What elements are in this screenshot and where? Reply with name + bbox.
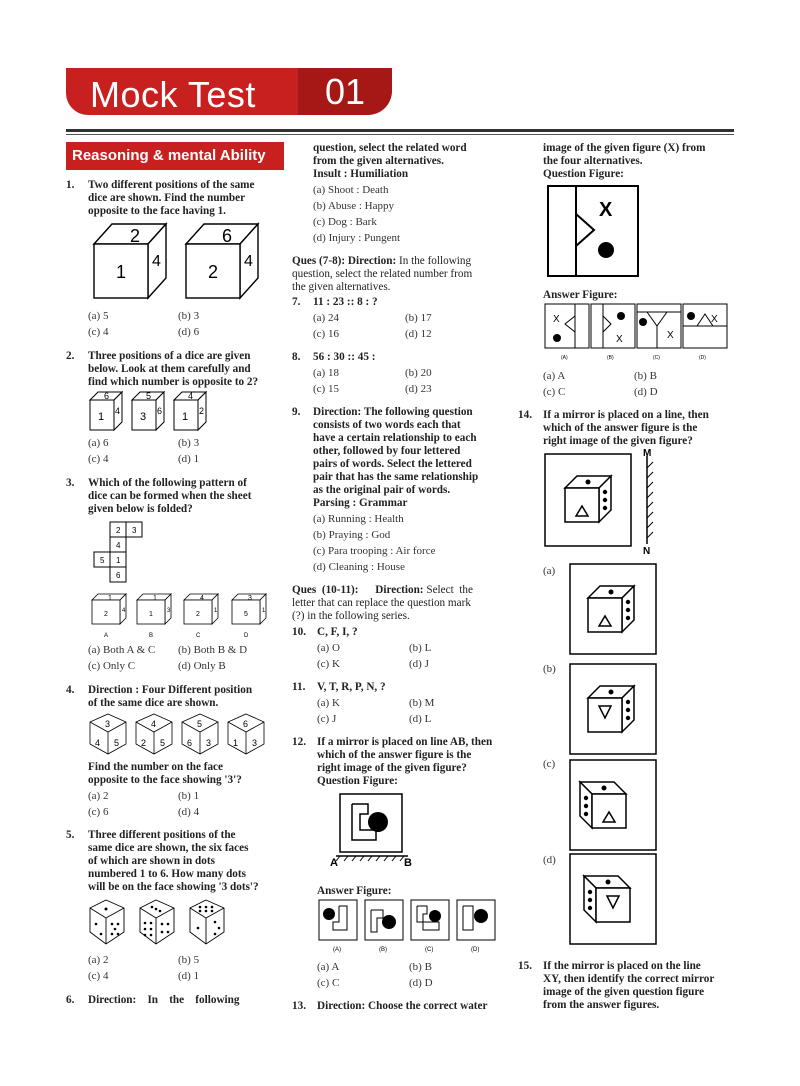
small-cube xyxy=(90,391,122,430)
q12-option[interactable]: (a) A xyxy=(317,961,340,973)
option-cube xyxy=(184,594,218,639)
q9-line: Direction: The following question xyxy=(313,406,473,418)
header-rule-thin xyxy=(66,134,734,135)
q4-option[interactable]: (c) 6 xyxy=(88,806,109,818)
small-cube xyxy=(132,391,164,430)
q6-line: question, select the related word xyxy=(313,142,467,154)
cube-left: 2 xyxy=(141,738,147,748)
q14-line: If a mirror is placed on a line, then xyxy=(543,409,709,421)
cube-front: 1 xyxy=(149,611,153,618)
q2-option[interactable]: (d) 1 xyxy=(178,453,200,465)
cube-left: 4 xyxy=(95,738,101,748)
q4-line: of the same dice are shown. xyxy=(88,697,219,709)
answer-option xyxy=(637,304,681,361)
answer-label: (A) xyxy=(561,355,568,361)
q13-answer-figures[interactable] xyxy=(543,302,733,362)
q3-option[interactable]: (b) Both B & D xyxy=(178,644,248,656)
direction-text: Select the xyxy=(423,584,473,596)
figure-x: X xyxy=(616,334,623,345)
cube-right: 3 xyxy=(252,738,258,748)
q4-line: opposite to the face showing '3'? xyxy=(88,774,242,786)
q9-line: have a certain relationship to each xyxy=(313,432,477,444)
q1-line: opposite to the face having 1. xyxy=(88,205,226,217)
q3-line: given below is folded? xyxy=(88,503,193,515)
q9-option[interactable]: (b) Praying : God xyxy=(313,529,391,541)
net-face: 1 xyxy=(116,556,121,565)
q7-number: 7. xyxy=(292,296,301,308)
cube-top: 4 xyxy=(151,719,157,729)
q12-number: 12. xyxy=(292,736,306,748)
cube-front: 1 xyxy=(98,411,105,423)
cube-side: 1 xyxy=(262,608,266,614)
q11-option[interactable]: (a) K xyxy=(317,697,340,709)
q7-option[interactable]: (a) 24 xyxy=(313,312,339,324)
q1-line: Two different positions of the same xyxy=(88,179,255,191)
q4-option[interactable]: (b) 1 xyxy=(178,790,200,802)
q10-11-direction-line: (?) in the following series. xyxy=(292,610,410,622)
q1-option[interactable]: (a) 5 xyxy=(88,310,109,322)
net-face: 3 xyxy=(132,526,137,535)
q2-dice-figure xyxy=(88,390,218,432)
q10-option[interactable]: (a) O xyxy=(317,642,340,654)
q3-option[interactable]: (c) Only C xyxy=(88,660,136,672)
q13-question-figure xyxy=(546,184,642,280)
banner-title: Mock Test xyxy=(90,74,256,115)
answer-label: (D) xyxy=(471,947,480,953)
q6-option[interactable]: (c) Dog : Bark xyxy=(313,216,377,228)
q6-word: Insult : Humiliation xyxy=(313,168,409,180)
net-face: 4 xyxy=(116,541,121,550)
q4-option[interactable]: (d) 4 xyxy=(178,806,200,818)
q15-line: If the mirror is placed on the line xyxy=(543,960,701,972)
q7-option[interactable]: (b) 17 xyxy=(405,312,432,324)
q2-option[interactable]: (a) 6 xyxy=(88,437,109,449)
option-cube xyxy=(92,594,126,639)
q2-option[interactable]: (c) 4 xyxy=(88,453,109,465)
q9-word: Parsing : Grammar xyxy=(313,497,408,509)
net-face: 6 xyxy=(116,571,121,580)
q5-line: of which are shown in dots xyxy=(88,855,215,867)
mirror-label-a: A xyxy=(330,857,338,869)
cube-side: 4 xyxy=(115,406,121,416)
q7-8-direction xyxy=(292,255,471,268)
q9-line: as the original pair of words. xyxy=(313,484,451,496)
q14-answer-a[interactable] xyxy=(568,562,660,656)
cube-left: 1 xyxy=(233,738,239,748)
direction-text: In the following xyxy=(396,255,472,267)
q1-option[interactable]: (b) 3 xyxy=(178,310,200,322)
q4-hex-dice-figure xyxy=(88,712,273,756)
q15-line: XY, then identify the correct mirror xyxy=(543,973,715,985)
cube-front: 2 xyxy=(104,611,108,618)
small-cube xyxy=(174,391,206,430)
q2-option[interactable]: (b) 3 xyxy=(178,437,200,449)
hex-cube xyxy=(90,714,126,754)
q13-answer-heading: Answer Figure: xyxy=(543,289,618,301)
q10-option[interactable]: (b) L xyxy=(409,642,432,654)
q14-option-label[interactable]: (d) xyxy=(543,854,556,866)
q6-number: 6. xyxy=(66,994,75,1006)
q14-number: 14. xyxy=(518,409,532,421)
q4-option[interactable]: (a) 2 xyxy=(88,790,109,802)
q11-option[interactable]: (b) M xyxy=(409,697,435,709)
q7-option[interactable]: (d) 12 xyxy=(405,328,432,340)
cube-front: 2 xyxy=(196,611,200,618)
q13-question-heading: Question Figure: xyxy=(543,168,624,180)
direction-label: Ques (7-8): Direction: xyxy=(292,255,397,267)
q13-option[interactable]: (b) B xyxy=(634,370,657,382)
q3-line: Which of the following pattern of xyxy=(88,477,247,489)
q3-net-figure xyxy=(90,520,160,584)
q12-answer-figures[interactable] xyxy=(317,898,499,956)
q8-option[interactable]: (d) 23 xyxy=(405,383,432,395)
answer-option xyxy=(545,304,589,361)
q9-line: consists of two words each that xyxy=(313,419,461,431)
q13-number: 13. xyxy=(292,1000,306,1012)
cube-top: 6 xyxy=(243,719,249,729)
q6-option[interactable]: (a) Shoot : Death xyxy=(313,184,389,196)
hex-cube xyxy=(228,714,264,754)
cube xyxy=(186,224,258,298)
q9-line: pair that has the same relationship xyxy=(313,471,479,483)
cube-side: 4 xyxy=(244,253,253,270)
answer-option xyxy=(591,304,635,361)
q10-text: C, F, I, ? xyxy=(317,626,358,638)
cube-top: 6 xyxy=(222,226,233,246)
cube-front: 1 xyxy=(182,411,189,423)
q12-line: Question Figure: xyxy=(317,775,398,787)
q5-option[interactable]: (d) 1 xyxy=(178,970,200,982)
q2-number: 2. xyxy=(66,350,75,362)
mirror-label-m: M xyxy=(643,448,652,459)
cube-front: 5 xyxy=(244,611,248,618)
answer-option xyxy=(457,900,495,953)
q9-option[interactable]: (c) Para trooping : Air force xyxy=(313,545,436,557)
q14-option-label[interactable]: (c) xyxy=(543,758,556,770)
dot-cube xyxy=(90,900,124,944)
q8-number: 8. xyxy=(292,351,301,363)
cube-front: 2 xyxy=(208,262,219,282)
cube-side: 1 xyxy=(214,608,218,614)
q5-line: same dice are shown, the six faces xyxy=(88,842,249,854)
q4-line: Find the number on the face xyxy=(88,761,223,773)
q5-line: numbered 1 to 6. How many dots xyxy=(88,868,246,880)
cube-top: 6 xyxy=(104,391,110,401)
q13-option[interactable]: (c) C xyxy=(543,386,566,398)
q15-line: image of the given question figure xyxy=(543,986,705,998)
figure-x: X xyxy=(667,330,674,341)
dot-cube xyxy=(140,900,174,944)
q13-option[interactable]: (d) D xyxy=(634,386,658,398)
q11-option[interactable]: (c) J xyxy=(317,713,337,725)
q3-line: dice can be formed when the sheet xyxy=(88,490,252,502)
q11-text: V, T, R, P, N, ? xyxy=(317,681,386,693)
cube-right: 5 xyxy=(160,738,166,748)
q13-line: image of the given figure (X) from xyxy=(543,142,706,154)
q12-option[interactable]: (c) C xyxy=(317,977,340,989)
q14-answer-b[interactable] xyxy=(568,662,660,756)
cube xyxy=(94,224,166,298)
q12-line: right image of the given figure? xyxy=(317,762,467,774)
q1-dice-figure xyxy=(90,222,270,302)
cube-side: 4 xyxy=(122,608,126,614)
q10-option[interactable]: (c) K xyxy=(317,658,340,670)
q8-option[interactable]: (a) 18 xyxy=(313,367,339,379)
q9-number: 9. xyxy=(292,406,301,418)
cube-top: 5 xyxy=(146,391,152,401)
q11-number: 11. xyxy=(292,681,306,693)
cube-top: 4 xyxy=(188,391,194,401)
q5-option[interactable]: (c) 4 xyxy=(88,970,109,982)
q14-question-figure xyxy=(543,448,663,558)
q14-line: which of the answer figure is the xyxy=(543,422,698,434)
q12-line: which of the answer figure is the xyxy=(317,749,472,761)
q13-line: the four alternatives. xyxy=(543,155,643,167)
q14-option-label[interactable]: (b) xyxy=(543,663,556,675)
cube-label: A xyxy=(104,633,109,639)
q12-option[interactable]: (d) D xyxy=(409,977,433,989)
q3-cubes-figure xyxy=(90,592,275,640)
q1-option[interactable]: (d) 6 xyxy=(178,326,200,338)
dice-icon xyxy=(565,476,611,522)
cube-right: 5 xyxy=(114,738,120,748)
option-cube xyxy=(232,594,266,639)
q7-text: 11 : 23 :: 8 : ? xyxy=(313,296,378,308)
answer-option xyxy=(365,900,403,953)
q5-dots-dice-figure xyxy=(88,898,238,948)
answer-label: (C) xyxy=(425,947,434,953)
q10-11-direction xyxy=(292,584,473,597)
cube-side: 6 xyxy=(157,406,163,416)
cube-label: B xyxy=(149,633,154,639)
q6-line: Direction: In the following xyxy=(88,994,240,1006)
q15-number: 15. xyxy=(518,960,532,972)
cube-side: 2 xyxy=(199,406,205,416)
q8-option[interactable]: (c) 15 xyxy=(313,383,339,395)
q5-number: 5. xyxy=(66,829,75,841)
q12-line: If a mirror is placed on line AB, then xyxy=(317,736,493,748)
q14-answer-c[interactable] xyxy=(568,758,660,852)
answer-option xyxy=(683,304,727,361)
q6-option[interactable]: (d) Injury : Pungent xyxy=(313,232,401,244)
q14-option-label[interactable]: (a) xyxy=(543,565,556,577)
q2-line: find which number is opposite to 2? xyxy=(88,376,259,388)
option-cube xyxy=(137,594,171,639)
figure-x: X xyxy=(711,314,718,325)
answer-option xyxy=(411,900,449,953)
cube-top: 2 xyxy=(130,226,141,246)
q12-question-figure xyxy=(328,790,418,870)
q10-option[interactable]: (d) J xyxy=(409,658,429,670)
q1-number: 1. xyxy=(66,179,75,191)
q3-option[interactable]: (d) Only B xyxy=(178,660,226,672)
q12-option[interactable]: (b) B xyxy=(409,961,432,973)
q9-option[interactable]: (a) Running : Health xyxy=(313,513,404,525)
q6-line: from the given alternatives. xyxy=(313,155,444,167)
cube-top: 3 xyxy=(105,719,111,729)
q2-line: below. Look at them carefully and xyxy=(88,363,251,375)
q2-line: Three positions of a dice are given xyxy=(88,350,251,362)
q8-text: 56 : 30 :: 45 : xyxy=(313,351,376,363)
q5-option[interactable]: (a) 2 xyxy=(88,954,109,966)
figure-x: X xyxy=(599,199,613,221)
cube-label: C xyxy=(196,633,201,639)
cube-top: 1 xyxy=(153,595,157,602)
answer-label: (D) xyxy=(699,355,706,361)
q7-8-direction-line: question, select the related number from xyxy=(292,268,473,280)
q12-answer-heading: Answer Figure: xyxy=(317,885,392,897)
answer-label: (B) xyxy=(607,355,614,361)
cube-right: 3 xyxy=(206,738,212,748)
q10-number: 10. xyxy=(292,626,306,638)
answer-option xyxy=(319,900,357,953)
q14-answer-d[interactable] xyxy=(568,852,660,946)
q13-line: Direction: Choose the correct water xyxy=(317,1000,488,1012)
q4-line: Direction : Four Different position xyxy=(88,684,253,696)
q9-option[interactable]: (d) Cleaning : House xyxy=(313,561,405,573)
mock-test-banner xyxy=(66,68,392,115)
banner-number: 01 xyxy=(298,68,392,115)
answer-label: (A) xyxy=(333,947,341,953)
net-face: 5 xyxy=(100,556,105,565)
q13-option[interactable]: (a) A xyxy=(543,370,566,382)
figure-x: X xyxy=(553,314,560,325)
cube-side: 4 xyxy=(152,253,161,270)
q14-line: right image of the given figure? xyxy=(543,435,693,447)
q3-option[interactable]: (a) Both A & C xyxy=(88,644,156,656)
q6-option[interactable]: (b) Abuse : Happy xyxy=(313,200,394,212)
q5-line: will be on the face showing '3 dots'? xyxy=(88,881,259,893)
cube-front: 1 xyxy=(116,262,127,282)
q15-line: from the answer figures. xyxy=(543,999,660,1011)
cube-front: 3 xyxy=(140,411,147,423)
cube-top: 1 xyxy=(108,595,112,602)
q9-line: pairs of words. Select the lettered xyxy=(313,458,472,470)
q3-number: 3. xyxy=(66,477,75,489)
cube-left: 6 xyxy=(187,738,193,748)
q10-11-direction-line: letter that can replace the question mark xyxy=(292,597,471,609)
q7-option[interactable]: (c) 16 xyxy=(313,328,339,340)
q1-option[interactable]: (c) 4 xyxy=(88,326,109,338)
q11-option[interactable]: (d) L xyxy=(409,713,432,725)
q5-option[interactable]: (b) 5 xyxy=(178,954,200,966)
cube-top: 5 xyxy=(197,719,203,729)
direction-label: Ques (10-11): Direction: xyxy=(292,584,424,596)
cube-top: 4 xyxy=(200,595,204,602)
hex-cube xyxy=(136,714,172,754)
q7-8-direction-line: the given alternatives. xyxy=(292,281,391,293)
dot-cube xyxy=(190,900,224,944)
mirror-label-n: N xyxy=(643,546,651,557)
hex-cube xyxy=(182,714,218,754)
cube-side: 3 xyxy=(167,608,171,614)
cube-top: 3 xyxy=(248,595,252,602)
answer-label: (B) xyxy=(379,947,387,953)
q1-line: dice are shown. Find the number xyxy=(88,192,246,204)
net-face: 2 xyxy=(116,526,121,535)
header-rule xyxy=(66,129,734,132)
section-heading: Reasoning & mental Ability xyxy=(66,142,284,170)
mirror-label-b: B xyxy=(404,857,412,869)
answer-label: (C) xyxy=(653,355,660,361)
q8-option[interactable]: (b) 20 xyxy=(405,367,432,379)
q9-line: other, followed by four lettered xyxy=(313,445,461,457)
q5-line: Three different positions of the xyxy=(88,829,236,841)
cube-label: D xyxy=(244,633,249,639)
q4-number: 4. xyxy=(66,684,75,696)
